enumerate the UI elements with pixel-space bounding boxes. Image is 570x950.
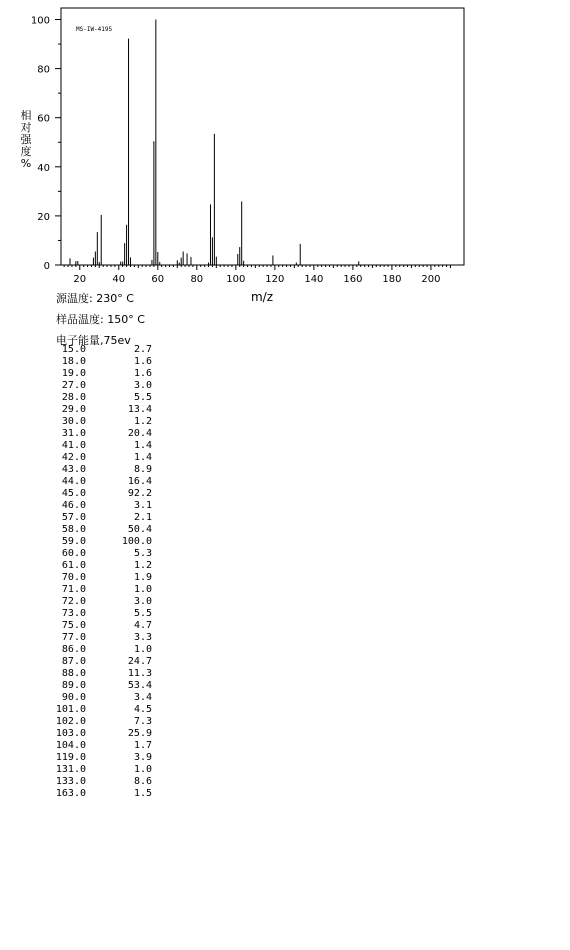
plot-frame	[61, 8, 464, 265]
table-row	[46, 512, 152, 524]
mz-value: 57.0	[61, 512, 86, 523]
table-row	[46, 344, 152, 356]
mz-value: 72.0	[61, 596, 86, 607]
intensity-value: 25.9	[127, 728, 152, 739]
intensity-value: 5.5	[133, 392, 152, 403]
x-axis-title: m/z	[250, 290, 274, 304]
table-row	[46, 416, 152, 428]
table-row	[46, 572, 152, 584]
mz-value: 30.0	[61, 416, 86, 427]
table-row	[46, 440, 152, 452]
intensity-value: 4.7	[133, 620, 152, 631]
table-row	[46, 620, 152, 632]
x-axis	[64, 265, 450, 285]
table-row	[46, 500, 152, 512]
intensity-value: 3.4	[133, 692, 152, 703]
y-axis-title-char: 强	[20, 133, 32, 146]
intensity-value: 92.2	[127, 488, 152, 499]
intensity-value: 1.0	[133, 644, 152, 655]
mz-value: 59.0	[61, 536, 86, 547]
intensity-value: 8.6	[133, 776, 152, 787]
intensity-value: 53.4	[127, 680, 152, 691]
mz-value: 163.0	[55, 788, 86, 799]
intensity-value: 1.0	[133, 764, 152, 775]
mz-value: 73.0	[61, 608, 86, 619]
table-row	[46, 524, 152, 536]
table-row	[46, 536, 152, 548]
mz-value: 46.0	[61, 500, 86, 511]
table-row	[46, 368, 152, 380]
table-row	[46, 476, 152, 488]
table-row	[46, 776, 152, 788]
mz-value: 104.0	[55, 740, 86, 751]
mz-value: 42.0	[61, 452, 86, 463]
mz-value: 29.0	[61, 404, 86, 415]
mz-value: 58.0	[61, 524, 86, 535]
intensity-value: 3.1	[133, 500, 152, 511]
x-tick-label: 20	[73, 274, 87, 285]
x-tick-label: 160	[343, 274, 363, 285]
x-tick-label: 40	[112, 274, 126, 285]
table-row	[46, 404, 152, 416]
mz-value: 70.0	[61, 572, 86, 583]
sample-temperature: 样品温度: 150° C	[56, 313, 145, 326]
table-row	[46, 452, 152, 464]
chart-title: MS-IW-4195	[76, 26, 113, 33]
intensity-value: 7.3	[133, 716, 152, 727]
y-axis-title-char: 对	[20, 121, 32, 134]
mz-value: 87.0	[61, 656, 86, 667]
mz-value: 131.0	[55, 764, 86, 775]
table-row	[46, 740, 152, 752]
mz-value: 90.0	[61, 692, 86, 703]
mz-value: 119.0	[55, 752, 86, 763]
intensity-value: 16.4	[127, 476, 152, 487]
y-axis-title-char: 相	[20, 109, 32, 122]
intensity-value: 1.2	[133, 416, 152, 427]
intensity-value: 1.7	[133, 740, 152, 751]
mz-value: 60.0	[61, 548, 86, 559]
intensity-value: 13.4	[127, 404, 152, 415]
table-row	[46, 692, 152, 704]
intensity-value: 1.6	[133, 368, 152, 379]
mz-value: 44.0	[61, 476, 86, 487]
x-tick-label: 60	[151, 274, 165, 285]
table-row	[46, 788, 152, 800]
table-row	[46, 728, 152, 740]
table-row	[46, 752, 152, 764]
y-axis-title	[18, 110, 34, 170]
mz-value: 45.0	[61, 488, 86, 499]
mz-value: 86.0	[61, 644, 86, 655]
y-tick-label: 80	[37, 64, 50, 76]
table-row	[46, 656, 152, 668]
table-row	[46, 632, 152, 644]
intensity-value: 3.0	[133, 380, 152, 391]
intensity-value: 24.7	[127, 656, 152, 667]
table-row	[46, 704, 152, 716]
intensity-value: 4.5	[133, 704, 152, 715]
intensity-value: 50.4	[127, 524, 152, 535]
intensity-value: 5.3	[133, 548, 152, 559]
x-tick-label: 80	[190, 274, 204, 285]
table-row	[46, 680, 152, 692]
intensity-value: 11.3	[127, 668, 152, 679]
y-tick-label: 60	[37, 113, 50, 125]
intensity-value: 1.4	[133, 452, 152, 463]
table-row	[46, 560, 152, 572]
intensity-value: 3.9	[133, 752, 152, 763]
y-tick-label: 0	[43, 261, 50, 272]
table-row	[46, 392, 152, 404]
table-row	[46, 356, 152, 368]
y-tick-label: 40	[37, 162, 50, 174]
x-tick-label: 120	[265, 274, 285, 285]
mz-value: 77.0	[61, 632, 86, 643]
mz-value: 28.0	[61, 392, 86, 403]
table-row	[46, 764, 152, 776]
peak-table	[46, 344, 152, 800]
mz-value: 133.0	[55, 776, 86, 787]
mz-value: 15.0	[61, 344, 86, 355]
spectrum-peaks	[70, 20, 359, 266]
table-row	[46, 428, 152, 440]
source-temperature: 源温度: 230° C	[56, 292, 134, 305]
mz-value: 19.0	[61, 368, 86, 379]
mz-value: 103.0	[55, 728, 86, 739]
intensity-value: 5.5	[133, 608, 152, 619]
table-row	[46, 668, 152, 680]
intensity-value: 2.1	[133, 512, 152, 523]
table-row	[46, 380, 152, 392]
intensity-value: 3.3	[133, 632, 152, 643]
x-tick-label: 200	[421, 274, 441, 285]
intensity-value: 20.4	[127, 428, 152, 439]
x-tick-label: 180	[382, 274, 402, 285]
intensity-value: 1.5	[133, 788, 152, 799]
intensity-value: 100.0	[121, 536, 152, 547]
mz-value: 89.0	[61, 680, 86, 691]
mz-value: 102.0	[55, 716, 86, 727]
table-row	[46, 464, 152, 476]
mz-value: 41.0	[61, 440, 86, 451]
intensity-value: 3.0	[133, 596, 152, 607]
electron-energy: 电子能量,75ev	[56, 334, 131, 347]
mz-value: 71.0	[61, 584, 86, 595]
table-row	[46, 644, 152, 656]
table-row	[46, 584, 152, 596]
table-row	[46, 548, 152, 560]
mz-value: 61.0	[61, 560, 86, 571]
intensity-value: 1.4	[133, 440, 152, 451]
intensity-value: 2.7	[133, 344, 152, 355]
y-tick-label: 20	[37, 211, 50, 223]
mz-value: 31.0	[61, 428, 86, 439]
table-row	[46, 716, 152, 728]
intensity-value: 1.2	[133, 560, 152, 571]
x-tick-label: 100	[226, 274, 246, 285]
mz-value: 101.0	[55, 704, 86, 715]
mz-value: 18.0	[61, 356, 86, 367]
y-axis-title-char: %	[20, 157, 32, 170]
y-tick-label: 100	[30, 15, 50, 27]
mz-value: 27.0	[61, 380, 86, 391]
table-row	[46, 596, 152, 608]
intensity-value: 1.0	[133, 584, 152, 595]
mz-value: 43.0	[61, 464, 86, 475]
intensity-value: 8.9	[133, 464, 152, 475]
intensity-value: 1.9	[133, 572, 152, 583]
y-axis-title-char: 度	[20, 145, 32, 158]
x-tick-label: 140	[304, 274, 324, 285]
table-row	[46, 608, 152, 620]
table-row	[46, 488, 152, 500]
mz-value: 75.0	[61, 620, 86, 631]
mz-value: 88.0	[61, 668, 86, 679]
y-axis	[31, 16, 61, 273]
intensity-value: 1.6	[133, 356, 152, 367]
